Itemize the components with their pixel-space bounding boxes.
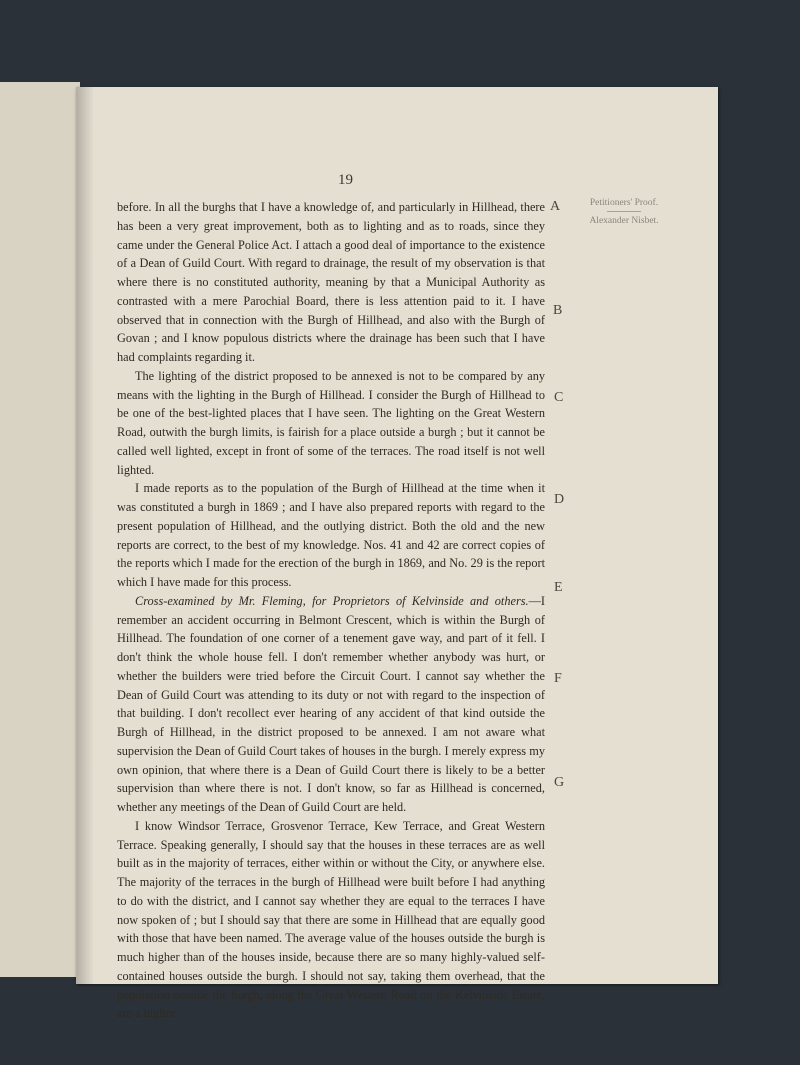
side-note-rule [607, 211, 641, 212]
margin-letter-f: F [554, 671, 562, 686]
cross-examination-heading: Cross-examined by Mr. Fleming, for Proprietors of Kelvinside and others. [135, 593, 529, 608]
margin-letter-a: A [550, 199, 561, 214]
paragraph-5: I know Windsor Terrace, Grosvenor Terrace, Kew Terrace, and Great Western Terrace. Speaking generally, I should say that the houses in these terraces are as well built as in the majority of terraces, either within or without the City, or anywhere else. The majority of the terraces in the burgh of Hillhead were built before I had anything to do with the district, and I cannot say whether they are equal to the terraces I have now spoken of ; but I should say that there are some in Hillhead that are equally good with those that have been named. The average value of the houses outside the burgh is much higher than of the houses inside, because there are so many highly-valued self-contained houses outside the burgh. I should not say, taking them overhead, that the population outside the burgh, along the Great Western Road on the Kelvinside Estate, are a higher [117, 818, 545, 1021]
document-page [76, 87, 718, 1021]
paragraph-4-text: —I remember an accident occurring in Belmont Crescent, which is within the Burgh of Hillhead. The foundation of one corner of a tenement gave way, and part of it fell. I don't think the whole house fell. I don't remember whether anybody was hurt, or whether the builders were tried before the Circuit Court. I cannot say whether the Dean of Guild Court was attending to its duty or not with regard to the inspection of that building. I don't recollect ever hearing of any accident of that kind outside the Burgh of Hillhead, in the district proposed to be annexed. I am not aware what supervision the Dean of Guild Court takes of houses in the burgh. I merely express my own opinion, that where there is a Dean of Guild Court there is likely to be a better supervision than where there is not. I don't know, so far as Hillhead is concerned, whether any meetings of the Dean of Guild Court are held. [117, 593, 545, 814]
margin-letter-c: C [554, 390, 564, 405]
body-text [117, 198, 545, 1023]
margin-letter-e: E [554, 580, 563, 595]
previous-page-edge [0, 82, 80, 977]
petitioners-proof-note: Petitioners' Proof. [589, 198, 659, 208]
margin-letter-g: G [554, 775, 565, 790]
paragraph-1: before. In all the burghs that I have a knowledge of, and particularly in Hillhead, there has been a very great improvement, both as to lighting and as to roads, since they came under the General Police Act. I attach a good deal of importance to the existence of a Dean of Guild Court. With regard to drainage, the result of my observation is that where there is no constituted authority, meaning by that a Municipal Authority as contrasted with a mere Parochial Board, there is less attention paid to it. I have observed that in connection with the Burgh of Hillhead, and also with the Burgh of Govan ; and I know populous districts where the drainage has been such that I have had complaints regarding it. [117, 200, 545, 364]
side-note [564, 198, 684, 226]
paragraph-2: The lighting of the district proposed to be annexed is not to be compared by any means with the lighting in the Burgh of Hillhead. I consider the Burgh of Hillhead to be one of the best-lighted places that I have seen. The lighting on the Great Western Road, outwith the burgh limits, is fairish for a place outside a burgh ; but it cannot be called well lighted, except in front of some of the terraces. The road itself is not well lighted. [117, 368, 545, 477]
paragraph-4 [117, 592, 545, 817]
paragraph-3: I made reports as to the population of the Burgh of Hillhead at the time when it was constituted a burgh in 1869 ; and I have also prepared reports with regard to the present population of Hillhead, and the outlying district. Both the old and the new reports are correct, to the best of my knowledge. Nos. 41 and 42 are correct copies of the reports which I made for the erection of the burgh in 1869, and No. 29 is the report which I have made for this process. [117, 481, 545, 589]
page-gutter-shadow [76, 87, 94, 984]
page-number: 19 [338, 172, 353, 188]
witness-name-note: Alexander Nisbet. [589, 216, 659, 226]
margin-letter-b: B [553, 303, 563, 318]
margin-letter-d: D [554, 492, 565, 507]
